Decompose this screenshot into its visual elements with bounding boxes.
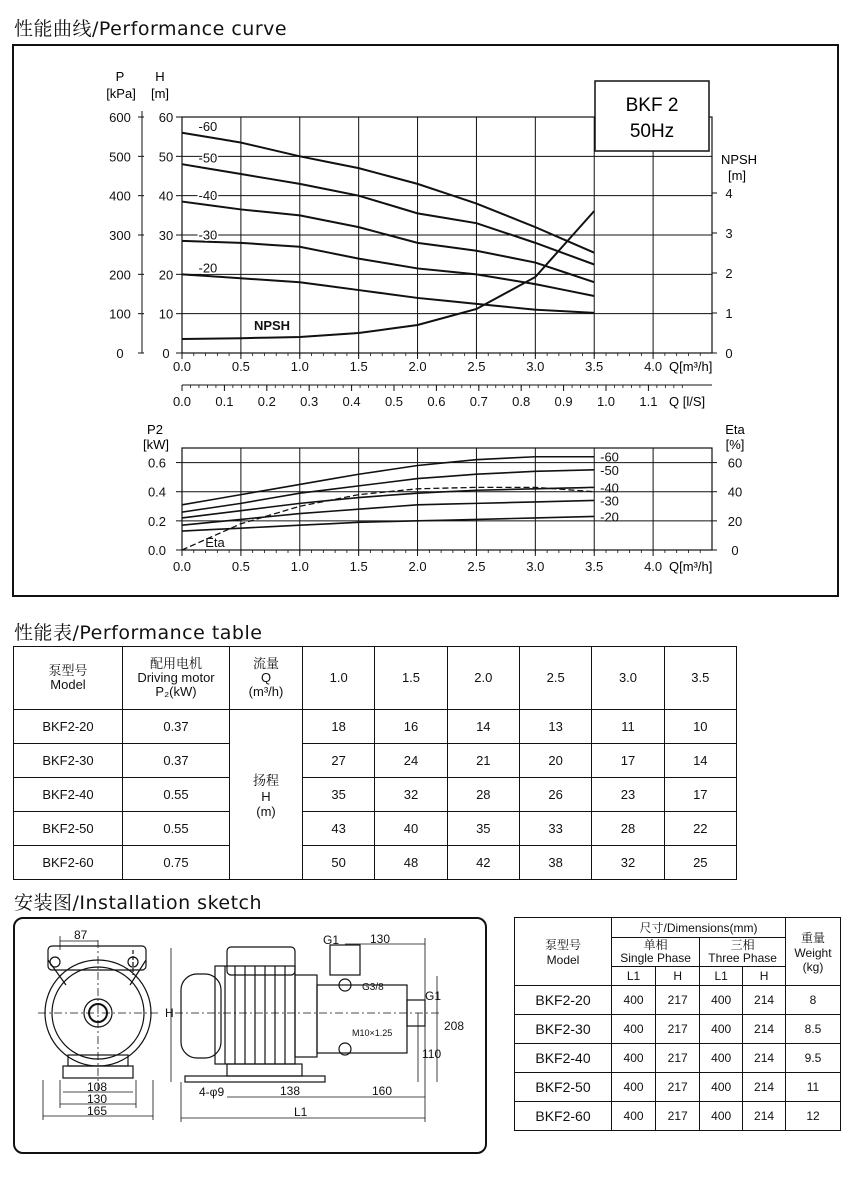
head-cell: 28 [447,778,519,812]
chart-subtitle: 50Hz [629,121,675,142]
head-cell: 23 [592,778,664,812]
flow-tick-label: 2.5 [467,359,486,374]
head-tick-label: 30 [158,228,174,243]
head-cell: 22 [664,812,736,846]
power-cell: 0.55 [123,812,230,846]
pressure-tick-label: 100 [109,306,131,322]
power-cell: 0.75 [123,846,230,880]
head-cell: 32 [375,778,447,812]
model-cell: BKF2-40 [515,1044,612,1073]
dim-G1-top: G1 [323,933,340,947]
dim-cell: 217 [656,986,700,1015]
dim-cell: 214 [743,1015,786,1044]
dim-dimensions-header: 尺寸/Dimensions(mm) [612,918,786,938]
head-cell: 38 [519,846,591,880]
flow-ls-tick-label: 0.6 [427,394,446,409]
power-tick-label: 0.6 [147,455,167,471]
dim-138: 138 [280,1084,301,1098]
head-curve-n20 [182,274,594,313]
model-cell: BKF2-50 [515,1073,612,1102]
npsh-axis-unit: [m] [727,168,747,183]
head-cell: 48 [375,846,447,880]
dim-4-phi-9: 4-φ9 [199,1085,225,1099]
power-curve-label: -20 [600,509,619,525]
power-cell: 0.37 [123,744,230,778]
dim-cell: 214 [743,1044,786,1073]
model-cell: BKF2-20 [14,710,123,744]
col-flow-header: 流量 Q (m³/h) [230,647,303,710]
dim-cell: 214 [743,1102,786,1131]
head-cell: 42 [447,846,519,880]
head-chart-series [182,119,594,339]
dim-130-front: 130 [87,1092,108,1106]
model-cell: BKF2-40 [14,778,123,812]
model-cell: BKF2-60 [515,1102,612,1131]
flow-tick-label: 0.0 [172,359,192,374]
npsh-axis-label: NPSH [720,152,758,167]
dim-cell: 217 [656,1015,700,1044]
dim-87: 87 [74,928,88,942]
dim-165: 165 [87,1104,108,1118]
dim-l1-header: L1 [700,967,743,986]
power-tick-label: 0.2 [147,513,167,529]
npsh-curve [182,211,594,339]
dim-H: H [165,1006,174,1020]
head-cell: 17 [592,744,664,778]
table-row [14,710,737,744]
power-flow-tick-label: 0.5 [231,559,250,574]
head-cell: 35 [303,778,375,812]
power-curve-label: -50 [600,462,619,478]
npsh-tick-label: 3 [725,226,733,241]
head-cell: 43 [303,812,375,846]
power-flow-tick-label: 0.0 [172,559,192,574]
dim-model-header: 泵型号 Model [515,918,612,986]
curve-frame [12,44,839,597]
table-row [515,1102,841,1131]
model-cell: BKF2-20 [515,986,612,1015]
dim-cell: 400 [700,1102,743,1131]
flow-ls-tick-label: 0.0 [172,394,192,409]
eta-axis-label: Eta [725,422,745,437]
table-row [515,1015,841,1044]
head-cell: 24 [375,744,447,778]
pressure-tick-label: 600 [109,110,131,125]
eta-tick-label: 20 [727,513,743,529]
flow-ls-tick-label: 0.7 [469,394,488,409]
dim-three-phase-header: 三相 Three Phase [700,938,786,967]
head-cell: 14 [664,744,736,778]
power-axis-label: P2 [147,422,163,437]
performance-chart [14,46,837,595]
power-flow-tick-label: 1.5 [349,559,368,574]
dim-cell: 400 [612,1073,656,1102]
dim-cell: 400 [612,1044,656,1073]
head-cell: 26 [519,778,591,812]
dim-h-header: H [656,967,700,986]
dim-weight-header: 重量 Weight (kg) [786,918,841,986]
flow-header: 3.5 [664,647,736,710]
table-row [14,744,737,778]
table-row [515,986,841,1015]
head-cell: 25 [664,846,736,880]
flow-ls-axis-label: Q [l/S] [669,394,706,409]
dim-cell: 400 [612,1015,656,1044]
flow-header: 2.0 [447,647,519,710]
head-cell: 40 [375,812,447,846]
dim-cell: 217 [656,1044,700,1073]
dim-130-side: 130 [370,932,391,946]
flow-tick-label: 4.0 [644,359,663,374]
pressure-tick-label: 400 [109,188,131,204]
flow-ls-tick-label: 1.1 [639,394,658,409]
dim-single-phase-header: 单相 Single Phase [612,938,700,967]
table-section-title: 性能表/Performance table [14,622,263,644]
npsh-tick-label: 0 [725,346,733,361]
flow-ls-tick-label: 0.5 [384,394,404,409]
head-cell: 13 [519,710,591,744]
flow-ls-axis [173,385,712,409]
power-curve-n60 [182,457,594,505]
dim-110: 110 [422,1047,442,1061]
table-row [14,812,737,846]
head-cell: 33 [519,812,591,846]
pressure-tick-label: 300 [109,228,131,243]
installation-sketch-frame [13,917,487,1154]
col-motor-header: 配用电机 Driving motor P₂(kW) [123,647,230,710]
npsh-tick-label: 2 [725,266,733,281]
power-cell: 0.37 [123,710,230,744]
head-tick-label: 20 [158,267,174,283]
head-cell: 21 [447,744,519,778]
chart-title: BKF 2 [625,95,679,116]
dim-cell: 400 [700,1015,743,1044]
head-curve-label: -30 [198,227,218,243]
table-row [515,1073,841,1102]
head-cell: 27 [303,744,375,778]
head-curve-label: -60 [198,119,218,135]
head-cell: 50 [303,846,375,880]
dim-G3-8: G3/8 [362,982,384,993]
col-model-header: 泵型号 Model [14,647,123,710]
head-tick-label: 10 [158,306,174,322]
flow-tick-label: 1.5 [349,359,368,374]
npsh-tick-label: 1 [725,306,733,321]
table-row [14,778,737,812]
dim-cell: 214 [743,986,786,1015]
power-flow-tick-label: 3.0 [526,559,545,574]
head-cell: 35 [447,812,519,846]
power-flow-tick-label: 2.5 [467,559,486,574]
dimensions-table [514,917,841,1131]
power-tick-label: 0.0 [147,543,167,558]
flow-tick-label: 2.0 [408,359,427,374]
curve-section-title: 性能曲线/Performance curve [14,18,288,40]
head-cell: 14 [447,710,519,744]
dim-cell: 214 [743,1073,786,1102]
flow-header: 3.0 [592,647,664,710]
power-flow-tick-label: 2.0 [408,559,427,574]
dim-h-header: H [743,967,786,986]
dim-208: 208 [444,1019,465,1033]
head-curve-label: -50 [198,150,218,166]
weight-cell: 11 [786,1073,841,1102]
power-curve-label: -30 [600,493,619,509]
weight-cell: 8 [786,986,841,1015]
head-cell: 17 [664,778,736,812]
weight-cell: 8.5 [786,1015,841,1044]
sketch-section-title: 安装图/Installation sketch [14,892,263,914]
head-cell: 10 [664,710,736,744]
weight-cell: 9.5 [786,1044,841,1073]
head-tick-label: 50 [158,149,174,165]
flow-header: 1.0 [303,647,375,710]
pressure-axis-unit: [kPa] [106,86,136,101]
pressure-axis-label: P [115,69,125,84]
power-cell: 0.55 [123,778,230,812]
power-flow-tick-label: 3.5 [585,559,604,574]
flow-header: 1.5 [375,647,447,710]
eta-curve-label: Eta [205,535,225,550]
head-curve-label: -20 [198,260,218,276]
flow-ls-tick-label: 0.8 [512,394,531,409]
dim-108: 108 [87,1080,108,1094]
flow-ls-tick-label: 0.1 [215,394,234,409]
head-tick-label: 40 [158,188,174,204]
head-tick-label: 60 [158,110,174,125]
power-curve-label: -40 [600,480,619,496]
performance-table [13,646,737,880]
dim-M10: M10×1.25 [352,1028,393,1038]
head-cell: 11 [592,710,664,744]
weight-cell: 12 [786,1102,841,1131]
head-tick-label: 0 [162,346,170,361]
head-cell: 28 [592,812,664,846]
dim-L1: L1 [294,1105,308,1119]
installation-drawing [15,919,485,1152]
eta-tick-label: 0 [731,543,739,558]
head-cell: 16 [375,710,447,744]
model-cell: BKF2-50 [14,812,123,846]
flow-tick-label: 0.5 [231,359,250,374]
flow-ls-tick-label: 0.2 [257,394,276,409]
head-label-cell: 扬程 H (m) [230,710,303,880]
power-chart-series [182,450,619,550]
flow-ls-tick-label: 0.4 [342,394,361,409]
power-tick-label: 0.4 [147,484,167,500]
model-cell: BKF2-60 [14,846,123,880]
flow-ls-tick-label: 0.9 [554,394,573,409]
flow-tick-label: 3.0 [526,359,545,374]
npsh-curve-label: NPSH [253,318,291,333]
model-cell: BKF2-30 [515,1015,612,1044]
flow-tick-label: 3.5 [585,359,604,374]
eta-tick-label: 40 [727,484,743,500]
model-cell: BKF2-30 [14,744,123,778]
head-curve-label: -40 [198,187,218,203]
power-curve-n50 [182,470,594,512]
flow-axis-label: Q[m³/h] [669,359,713,374]
pressure-tick-label: 0 [116,346,124,361]
power-flow-tick-label: 1.0 [290,559,309,574]
eta-axis-unit: [%] [725,437,745,452]
dim-cell: 400 [700,1073,743,1102]
dim-l1-header: L1 [612,967,656,986]
dim-cell: 217 [656,1102,700,1131]
table-row [515,1044,841,1073]
head-cell: 32 [592,846,664,880]
head-axis-unit: [m] [150,86,170,101]
eta-tick-label: 60 [727,455,743,471]
flow-ls-tick-label: 1.0 [596,394,616,409]
table-row [14,846,737,880]
head-axis-label: H [155,69,165,84]
dim-cell: 400 [700,986,743,1015]
dim-160: 160 [372,1084,393,1098]
flow-header: 2.5 [519,647,591,710]
head-cell: 18 [303,710,375,744]
dim-cell: 400 [612,1102,656,1131]
power-axis-unit: [kW] [143,437,169,452]
dim-G1-side: G1 [425,989,442,1003]
power-flow-axis-label: Q[m³/h] [669,559,713,574]
dim-cell: 400 [612,986,656,1015]
power-curve-label: -60 [600,449,619,465]
npsh-tick-label: 4 [725,186,733,201]
head-curve-n30 [182,241,594,296]
flow-ls-tick-label: 0.3 [300,394,319,409]
power-flow-tick-label: 4.0 [644,559,663,574]
dim-cell: 217 [656,1073,700,1102]
head-curve-n50 [182,164,594,264]
dim-cell: 400 [700,1044,743,1073]
pressure-tick-label: 200 [109,267,131,283]
pressure-tick-label: 500 [109,149,131,165]
head-cell: 20 [519,744,591,778]
flow-tick-label: 1.0 [290,359,309,374]
